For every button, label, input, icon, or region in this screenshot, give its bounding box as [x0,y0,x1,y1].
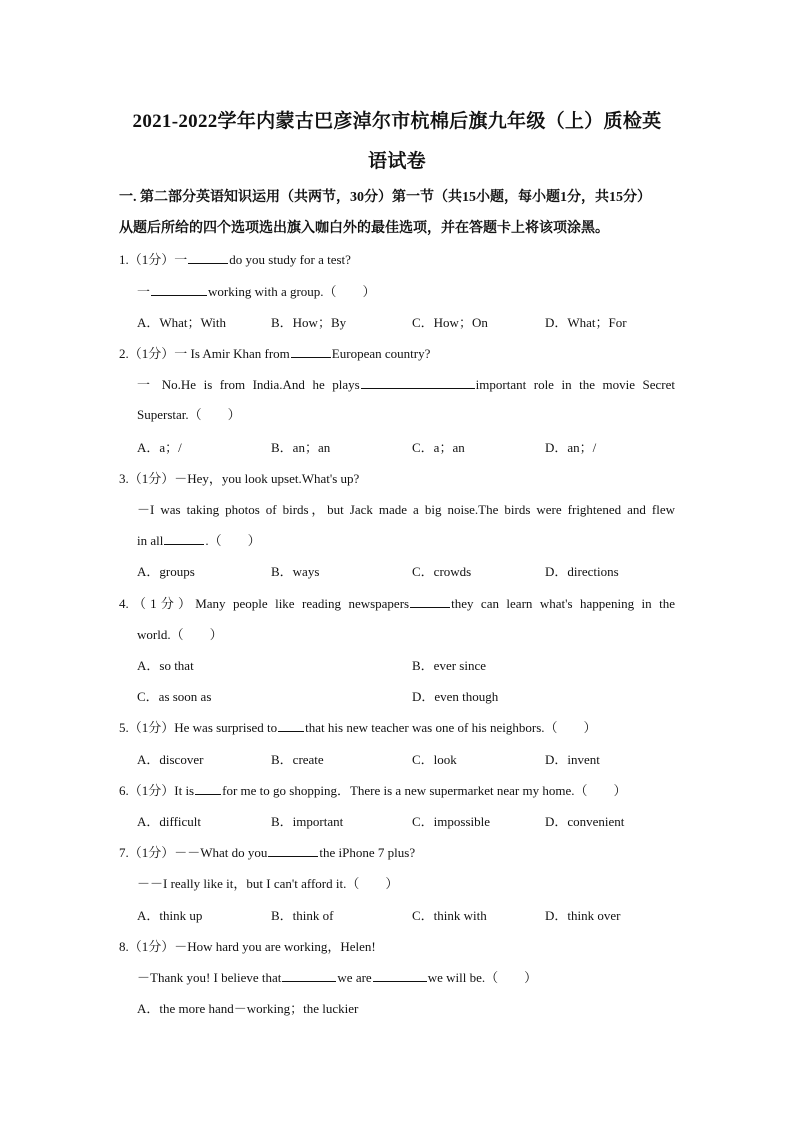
question-2-line3: Superstar.（ ） [137,407,241,422]
answer-blank [373,968,427,982]
question-6-option-c[interactable]: C．impossible [412,814,491,829]
answer-blank [291,344,331,358]
answer-blank [282,968,336,982]
question-5-stem: 5.（1分）He was surprised to that his new teacher was one of his neighbors.（ ） [119,720,597,735]
question-8-stem: 8.（1分）－How hard you are working，Helen! [119,939,376,954]
question-2-option-b[interactable]: B．an；an [271,440,331,455]
question-4-option-d[interactable]: D．even though [412,689,499,704]
question-4-line2: world.（ ） [137,627,223,642]
question-7-line2: －－I really like it，but I can't afford it.（ ） [137,876,399,891]
answer-blank [361,375,475,389]
question-8-option-a[interactable]: A．the more hand－working；the luckier [137,1001,359,1016]
question-2-option-d[interactable]: D．an；/ [545,440,597,455]
question-6-option-d[interactable]: D．convenient [545,814,625,829]
question-7-option-d[interactable]: D．think over [545,908,621,923]
question-6-option-b[interactable]: B．important [271,814,344,829]
answer-blank [164,531,204,545]
question-2-stem: 2.（1分）一 Is Amir Khan from European country? [119,346,431,361]
question-2-option-a[interactable]: A．a；/ [137,440,182,455]
exam-title-line2: 语试卷 [368,151,426,172]
question-5-option-d[interactable]: D．invent [545,752,600,767]
answer-blank [188,250,228,264]
question-6-stem: 6.（1分）It is for me to go shopping．There is a new supermarket near my home.（ ） [119,783,627,798]
answer-blank [268,843,318,857]
question-3-option-a[interactable]: A．groups [137,564,195,579]
question-3-option-d[interactable]: D．directions [545,564,619,579]
question-3-line2: －I was taking photos of birds，but Jack made a big noise.The birds were frightened and flew [137,502,675,517]
question-1-option-c[interactable]: C．How；On [412,315,488,330]
question-2-option-c[interactable]: C．a；an [412,440,465,455]
question-4-option-a[interactable]: A．so that [137,658,194,673]
question-8-line2: －Thank you! I believe that we are we will be.（ ） [137,970,538,985]
question-7-stem: 7.（1分）－－What do you the iPhone 7 plus? [119,845,416,860]
question-7-option-c[interactable]: C．think with [412,908,487,923]
question-2-line2: 一 No.He is from India.And he plays important role in the movie Secret [137,377,675,392]
question-3-option-b[interactable]: B．ways [271,564,320,579]
question-1-line2: 一 working with a group.（ ） [137,284,376,299]
question-5-option-b[interactable]: B．create [271,752,324,767]
question-5-option-a[interactable]: A．discover [137,752,204,767]
question-7-option-a[interactable]: A．think up [137,908,203,923]
question-1-option-d[interactable]: D．What；For [545,315,627,330]
question-1-option-b[interactable]: B．How；By [271,315,347,330]
question-7-option-b[interactable]: B．think of [271,908,334,923]
answer-blank [410,594,450,608]
question-4-stem: 4.（1分）Many people like reading newspapers they can learn what's happening in the [119,596,675,611]
question-4-option-b[interactable]: B．ever since [412,658,487,673]
section-heading: 一. 第二部分英语知识运用（共两节，30分）第一节（共15小题，每小题1分，共15分） [119,190,651,205]
answer-blank [151,282,207,296]
question-1-option-a[interactable]: A．What；With [137,315,227,330]
question-6-option-a[interactable]: A．difficult [137,814,202,829]
exam-title-line1: 2021-2022学年内蒙古巴彦淖尔市杭棉后旗九年级（上）质检英 [132,111,662,132]
question-3-option-c[interactable]: C．crowds [412,564,472,579]
question-3-stem: 3.（1分）－Hey，you look upset.What's up? [119,471,360,486]
section-instructions: 从题后所给的四个选项选出旗入咖白外的最佳选项，并在答题卡上将该项涂黑。 [119,221,609,236]
question-4-option-c[interactable]: C．as soon as [137,689,212,704]
question-3-line3: in all .（ ） [137,533,261,548]
answer-blank [278,718,304,732]
question-1-stem: 1.（1分）一 do you study for a test? [119,252,351,267]
question-5-option-c[interactable]: C．look [412,752,457,767]
answer-blank [195,781,221,795]
